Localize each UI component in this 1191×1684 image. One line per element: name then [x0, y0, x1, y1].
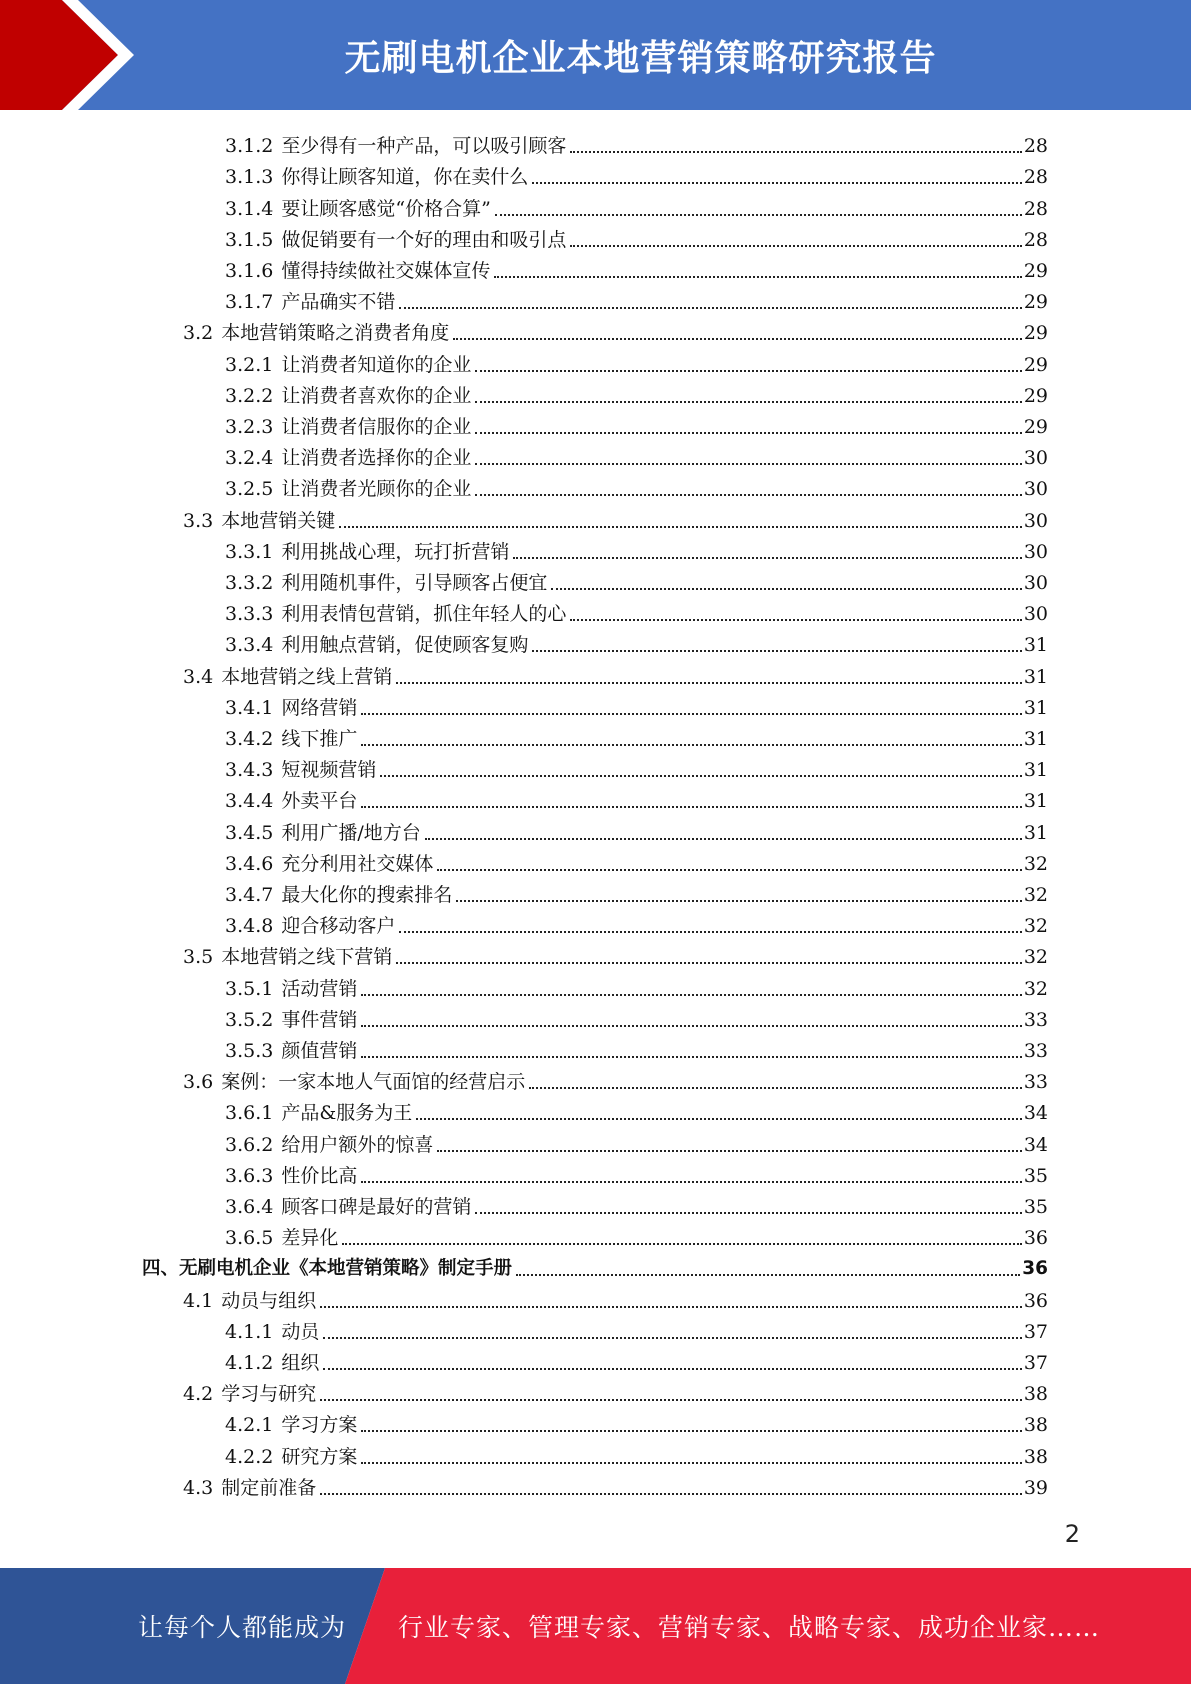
toc-dot-leader — [380, 775, 1021, 777]
toc-entry-title: 最大化你的搜索排名 — [281, 883, 453, 906]
toc-entry[interactable] — [225, 1437, 1048, 1468]
toc-entry-number: 4.1.1 — [225, 1320, 274, 1343]
toc-entry-page: 29 — [1023, 415, 1048, 438]
toc-entry-page: 32 — [1023, 852, 1048, 875]
toc-dot-leader — [361, 1430, 1021, 1432]
toc-entry-number: 3.1.5 — [225, 228, 274, 251]
toc-entry-number: 3.4.4 — [225, 790, 274, 813]
toc-entry-title: 制定前准备 — [221, 1476, 317, 1499]
toc-entry-title: 四、无刷电机企业《本地营销策略》制定手册 — [142, 1258, 513, 1280]
toc-dot-leader — [342, 1243, 1021, 1245]
toc-dot-leader — [320, 1493, 1022, 1495]
footer-band — [0, 1568, 1191, 1684]
toc-entry-number: 3.6.2 — [225, 1133, 274, 1156]
toc-entry[interactable] — [225, 533, 1048, 564]
toc-entry-title: 利用随机事件，引导顾客占便宜 — [281, 571, 548, 594]
toc-dot-leader — [475, 494, 1021, 496]
toc-dot-leader — [475, 401, 1021, 403]
toc-dot-leader — [396, 682, 1022, 684]
toc-entry-page: 37 — [1023, 1320, 1048, 1343]
toc-entry-number: 3.1.4 — [225, 197, 274, 220]
toc-dot-leader — [399, 931, 1021, 933]
toc-dot-leader — [320, 1306, 1022, 1308]
toc-entry-page: 38 — [1023, 1414, 1048, 1437]
toc-entry-page: 30 — [1023, 509, 1048, 532]
toc-entry-page: 31 — [1023, 759, 1048, 782]
page-number: 2 — [1064, 1520, 1080, 1548]
header-band — [0, 0, 1191, 110]
footer-slogan-right: 行业专家、管理专家、营销专家、战略专家、成功企业家…… — [398, 1613, 1101, 1642]
toc-entry[interactable] — [225, 1125, 1048, 1156]
toc-entry-page: 29 — [1023, 353, 1048, 376]
toc-entry-number: 3.1.2 — [225, 135, 274, 158]
toc-dot-leader — [570, 619, 1021, 621]
toc-entry[interactable] — [225, 1032, 1048, 1063]
toc-entry-title: 懂得持续做社交媒体宣传 — [281, 259, 491, 282]
toc-entry-page: 35 — [1023, 1164, 1048, 1187]
toc-entry-number: 3.1.6 — [225, 259, 274, 282]
toc-entry-number: 3.1.3 — [225, 166, 274, 189]
toc-entry-page: 31 — [1023, 696, 1048, 719]
toc-entry-page: 29 — [1023, 384, 1048, 407]
toc-entry[interactable] — [225, 283, 1048, 314]
toc-entry-page: 38 — [1023, 1383, 1048, 1406]
toc-dot-leader — [361, 1056, 1021, 1058]
toc-entry-title: 学习与研究 — [221, 1383, 317, 1406]
toc-entry-page: 28 — [1023, 166, 1048, 189]
toc-entry[interactable] — [225, 1001, 1048, 1032]
toc-entry-page: 37 — [1023, 1351, 1048, 1374]
toc-entry-page: 30 — [1023, 603, 1048, 626]
toc-entry-page: 32 — [1023, 946, 1048, 969]
toc-entry-title: 颜值营销 — [281, 1039, 358, 1062]
toc-dot-leader — [361, 1025, 1021, 1027]
toc-entry-title: 事件营销 — [281, 1008, 358, 1031]
toc-entry-page: 28 — [1023, 228, 1048, 251]
toc-dot-leader — [361, 713, 1021, 715]
toc-entry-title: 让消费者光顾你的企业 — [281, 478, 472, 501]
toc-entry-page: 33 — [1023, 1039, 1048, 1062]
toc-dot-leader — [361, 806, 1021, 808]
toc-entry-title: 组织 — [281, 1351, 320, 1374]
toc-dot-leader — [475, 463, 1021, 465]
toc-entry[interactable] — [225, 377, 1048, 408]
toc-entry-title: 活动营销 — [281, 977, 358, 1000]
toc-entry[interactable] — [183, 1469, 1048, 1500]
toc-dot-leader — [361, 994, 1021, 996]
toc-entry[interactable] — [183, 501, 1048, 532]
toc-entry-number: 3.4.3 — [225, 759, 274, 782]
toc-entry-number: 4.2.2 — [225, 1445, 274, 1468]
document-title: 无刷电机企业本地营销策略研究报告 — [344, 37, 937, 79]
toc-entry-number: 3.2.3 — [225, 415, 274, 438]
toc-entry-title: 让消费者选择你的企业 — [281, 447, 472, 470]
toc-entry[interactable] — [225, 221, 1048, 252]
header-arrow-decoration — [0, 0, 150, 110]
toc-entry-page: 36 — [1023, 1289, 1048, 1312]
toc-entry[interactable] — [225, 470, 1048, 501]
toc-entry[interactable] — [183, 1063, 1048, 1094]
toc-dot-leader — [532, 182, 1021, 184]
toc-dot-leader — [453, 338, 1022, 340]
toc-entry-number: 3.5.3 — [225, 1039, 274, 1062]
toc-entry-number: 3.4 — [183, 665, 214, 688]
toc-entry-number: 4.2.1 — [225, 1414, 274, 1437]
toc-entry-title: 产品确实不错 — [281, 291, 396, 314]
toc-entry-number: 4.3 — [183, 1476, 214, 1499]
toc-entry-page: 29 — [1023, 291, 1048, 314]
toc-entry[interactable] — [183, 657, 1048, 688]
toc-entry-number: 3.2 — [183, 322, 214, 345]
toc-dot-leader — [339, 526, 1022, 528]
toc-entry-number: 3.6.3 — [225, 1164, 274, 1187]
toc-entry-number: 3.4.1 — [225, 696, 274, 719]
toc-entry[interactable] — [225, 189, 1048, 220]
toc-entry-page: 31 — [1023, 790, 1048, 813]
toc-entry[interactable] — [225, 1188, 1048, 1219]
toc-entry[interactable] — [225, 1313, 1048, 1344]
toc-dot-leader — [532, 650, 1021, 652]
toc-entry-page: 31 — [1023, 727, 1048, 750]
toc-entry-number: 3.3 — [183, 509, 214, 532]
toc-entry-number: 3.2.4 — [225, 447, 274, 470]
toc-entry[interactable] — [183, 1375, 1048, 1406]
toc-entry-title: 给用户额外的惊喜 — [281, 1133, 434, 1156]
toc-entry-page: 29 — [1023, 259, 1048, 282]
toc-dot-leader — [323, 1368, 1021, 1370]
toc-entry-title: 本地营销策略之消费者角度 — [221, 322, 450, 345]
toc-entry-page: 30 — [1023, 447, 1048, 470]
toc-entry-title: 动员与组织 — [221, 1289, 317, 1312]
toc-entry-number: 3.3.3 — [225, 603, 274, 626]
toc-dot-leader — [416, 1118, 1022, 1120]
toc-entry-number: 3.4.2 — [225, 727, 274, 750]
toc-entry-title: 动员 — [281, 1320, 320, 1343]
toc-entry-number: 3.2.5 — [225, 478, 274, 501]
toc-dot-leader — [361, 1462, 1021, 1464]
toc-dot-leader — [399, 307, 1021, 309]
toc-dot-leader — [323, 1337, 1021, 1339]
toc-dot-leader — [529, 1087, 1022, 1089]
toc-entry-number: 3.6.4 — [225, 1195, 274, 1218]
footer-slogan-left: 让每个人都能成为 — [138, 1613, 347, 1642]
toc-entry-title: 利用表情包营销，抓住年轻人的心 — [281, 603, 567, 626]
toc-entry-number: 3.6.5 — [225, 1227, 274, 1250]
toc-entry-number: 4.1.2 — [225, 1351, 274, 1374]
toc-entry-page: 30 — [1023, 540, 1048, 563]
toc-entry-number: 3.5.1 — [225, 977, 274, 1000]
toc-entry[interactable] — [225, 595, 1048, 626]
toc-entry-page: 29 — [1023, 322, 1048, 345]
toc-entry-page: 28 — [1023, 135, 1048, 158]
toc-entry-title: 迎合移动客户 — [281, 915, 396, 938]
toc-dot-leader — [513, 557, 1021, 559]
toc-dot-leader — [361, 1181, 1021, 1183]
toc-entry-title: 利用触点营销，促使顾客复购 — [281, 634, 529, 657]
toc-entry[interactable] — [225, 1094, 1048, 1125]
toc-entry-page: 38 — [1023, 1445, 1048, 1468]
toc-entry-title: 你得让顾客知道，你在卖什么 — [281, 166, 529, 189]
toc-entry-page: 31 — [1023, 665, 1048, 688]
toc-entry-title: 外卖平台 — [281, 790, 358, 813]
toc-entry[interactable] — [225, 876, 1048, 907]
toc-dot-leader — [361, 744, 1021, 746]
toc-entry[interactable] — [225, 1219, 1048, 1250]
toc-entry-number: 3.2.2 — [225, 384, 274, 407]
toc-entry[interactable] — [225, 751, 1048, 782]
toc-entry[interactable] — [225, 1344, 1048, 1375]
toc-entry-page: 33 — [1023, 1008, 1048, 1031]
toc-entry-number: 3.4.7 — [225, 883, 274, 906]
toc-entry-page: 33 — [1023, 1071, 1048, 1094]
toc-dot-leader — [495, 214, 1022, 216]
toc-entry-title: 本地营销之线上营销 — [221, 665, 393, 688]
toc-entry-number: 3.6 — [183, 1071, 214, 1094]
toc-entry-page: 31 — [1023, 634, 1048, 657]
toc-entry-title: 做促销要有一个好的理由和吸引点 — [281, 228, 567, 251]
toc-entry-number: 3.2.1 — [225, 353, 274, 376]
toc-entry-page: 31 — [1023, 821, 1048, 844]
toc-entry[interactable] — [225, 689, 1048, 720]
toc-entry-title: 充分利用社交媒体 — [281, 852, 434, 875]
toc-dot-leader — [494, 276, 1021, 278]
toc-entry-number: 3.6.1 — [225, 1102, 274, 1125]
toc-dot-leader — [396, 962, 1022, 964]
toc-dot-leader — [437, 869, 1021, 871]
toc-entry-number: 3.3.2 — [225, 571, 274, 594]
toc-entry-number: 3.3.1 — [225, 540, 274, 563]
toc-entry-page: 39 — [1023, 1476, 1048, 1499]
toc-entry-number: 3.4.8 — [225, 915, 274, 938]
toc-entry[interactable] — [225, 345, 1048, 376]
toc-entry-page: 36 — [1023, 1227, 1048, 1250]
toc-entry-title: 学习方案 — [281, 1414, 358, 1437]
toc-entry-number: 3.3.4 — [225, 634, 274, 657]
toc-entry[interactable] — [225, 158, 1048, 189]
toc-entry-number: 4.2 — [183, 1383, 214, 1406]
toc-entry-title: 性价比高 — [281, 1164, 358, 1187]
toc-dot-leader — [437, 1150, 1021, 1152]
toc-entry-page: 28 — [1023, 197, 1048, 220]
toc-dot-leader — [456, 900, 1021, 902]
toc-entry-title: 顾客口碑是最好的营销 — [281, 1195, 472, 1218]
toc-entry[interactable] — [225, 969, 1048, 1000]
toc-entry-title: 利用广播/地方台 — [281, 821, 421, 844]
toc-entry-number: 3.5.2 — [225, 1008, 274, 1031]
toc-entry-title: 差异化 — [281, 1227, 339, 1250]
toc-dot-leader — [516, 1274, 1020, 1276]
toc-dot-leader — [425, 838, 1022, 840]
toc-dot-leader — [570, 245, 1021, 247]
toc-entry[interactable] — [183, 314, 1048, 345]
toc-entry[interactable] — [225, 408, 1048, 439]
toc-entry-number: 3.1.7 — [225, 291, 274, 314]
toc-entry-number: 3.4.5 — [225, 821, 274, 844]
toc-entry[interactable] — [225, 127, 1048, 158]
toc-entry[interactable] — [225, 439, 1048, 470]
toc-entry-page: 36 — [1022, 1258, 1048, 1280]
toc-dot-leader — [570, 151, 1021, 153]
toc-entry-title: 利用挑战心理，玩打折营销 — [281, 540, 510, 563]
toc-dot-leader — [475, 370, 1021, 372]
toc-entry-number: 4.1 — [183, 1289, 214, 1312]
toc-dot-leader — [320, 1399, 1022, 1401]
toc-entry[interactable] — [142, 1250, 1048, 1281]
toc-entry-title: 研究方案 — [281, 1445, 358, 1468]
toc-entry-title: 让消费者喜欢你的企业 — [281, 384, 472, 407]
toc-entry-title: 短视频营销 — [281, 759, 377, 782]
toc-entry[interactable] — [225, 907, 1048, 938]
toc-entry[interactable] — [225, 813, 1048, 844]
toc-entry[interactable] — [225, 252, 1048, 283]
toc-entry-page: 34 — [1023, 1133, 1048, 1156]
toc-dot-leader — [551, 588, 1021, 590]
toc-entry-title: 本地营销之线下营销 — [221, 946, 393, 969]
toc-entry[interactable] — [225, 720, 1048, 751]
toc-entry[interactable] — [183, 1281, 1048, 1312]
toc-dot-leader — [475, 432, 1021, 434]
toc-entry[interactable] — [225, 1157, 1048, 1188]
toc-entry[interactable] — [225, 564, 1048, 595]
toc-entry-page: 30 — [1023, 478, 1048, 501]
toc-entry-title: 案例：一家本地人气面馆的经营启示 — [221, 1071, 526, 1094]
toc-entry-title: 本地营销关键 — [221, 509, 336, 532]
toc-entry-title: 要让顾客感觉“价格合算” — [281, 197, 491, 220]
toc-entry-title: 产品&服务为王 — [281, 1102, 413, 1125]
toc-entry-page: 32 — [1023, 915, 1048, 938]
toc-entry[interactable] — [225, 845, 1048, 876]
toc-entry[interactable] — [225, 1406, 1048, 1437]
toc-entry-page: 35 — [1023, 1195, 1048, 1218]
toc-entry-page: 32 — [1023, 883, 1048, 906]
toc-entry[interactable] — [225, 782, 1048, 813]
toc-entry-page: 34 — [1023, 1102, 1048, 1125]
toc-dot-leader — [475, 1212, 1021, 1214]
toc-entry-title: 至少得有一种产品，可以吸引顾客 — [281, 135, 567, 158]
toc-entry[interactable] — [183, 938, 1048, 969]
toc-entry-number: 3.4.6 — [225, 852, 274, 875]
toc-entry-page: 30 — [1023, 571, 1048, 594]
toc-entry-title: 让消费者知道你的企业 — [281, 353, 472, 376]
toc-entry-page: 32 — [1023, 977, 1048, 1000]
toc-entry-number: 3.5 — [183, 946, 214, 969]
toc-entry[interactable] — [225, 626, 1048, 657]
toc-entry-title: 线下推广 — [281, 727, 358, 750]
toc-entry-title: 让消费者信服你的企业 — [281, 415, 472, 438]
toc-entry-title: 网络营销 — [281, 696, 358, 719]
